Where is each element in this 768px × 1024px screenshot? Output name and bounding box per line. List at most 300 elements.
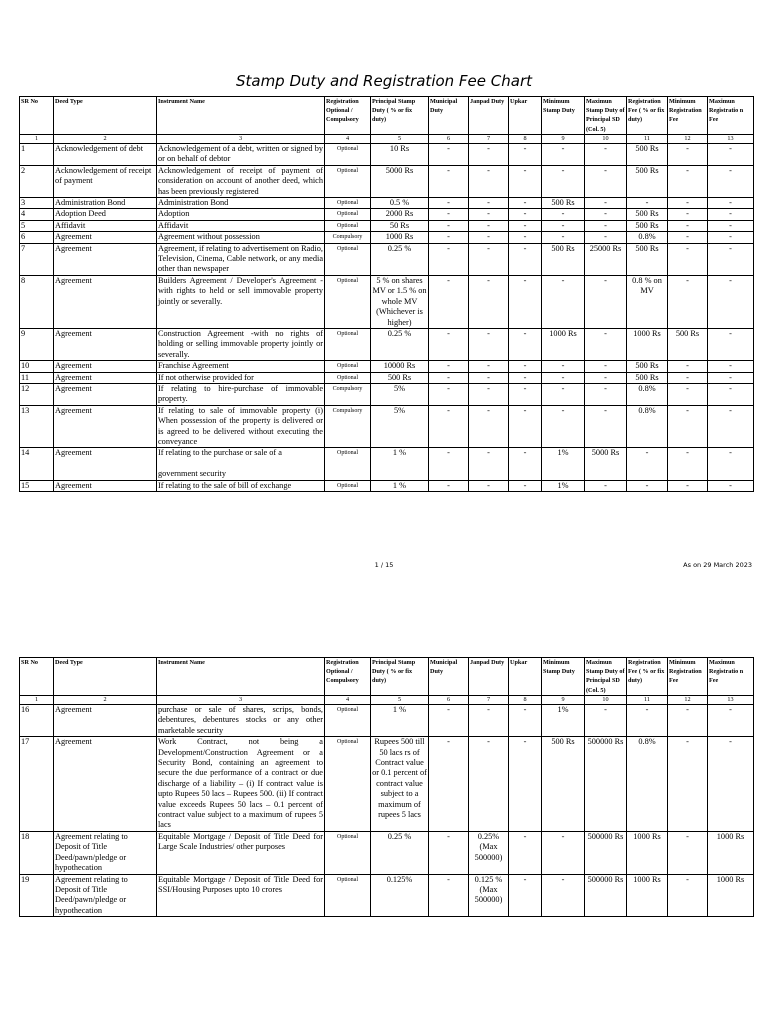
column-number: 6 — [429, 135, 469, 144]
header-minimum-registration-fee: Minimum Registration Fee — [668, 97, 708, 135]
maximum-registration-fee-cell: - — [708, 480, 754, 491]
minimum-registration-fee-cell: - — [668, 705, 708, 737]
instrument-name-cell: If not otherwise provided for — [157, 372, 325, 383]
janpad-duty-cell: - — [469, 220, 509, 231]
column-number-row — [20, 135, 754, 144]
table-row — [20, 874, 754, 917]
deed-type-cell: Agreement — [54, 480, 157, 491]
column-number: 9 — [542, 696, 585, 705]
janpad-duty-cell: - — [469, 328, 509, 360]
maximum-stamp-duty-cell: - — [585, 165, 627, 197]
minimum-registration-fee-cell: - — [668, 232, 708, 243]
fee-table-page-2 — [19, 657, 754, 917]
principal-stamp-duty-cell: 0.5 % — [371, 198, 429, 209]
column-number: 7 — [469, 135, 509, 144]
instrument-name-cell: If relating to sale of immovable property (i) When possession of the property is delivered or is agreed to be delivered without executing the conveyance — [158, 405, 323, 446]
column-number-row — [20, 696, 754, 705]
minimum-stamp-duty-cell: - — [542, 275, 585, 328]
table-row — [20, 209, 754, 220]
registration-type-cell: Optional — [325, 328, 371, 360]
table-row — [20, 361, 754, 372]
registration-fee-cell: 500 Rs — [627, 361, 668, 372]
column-number: 8 — [509, 135, 542, 144]
registration-type-cell: Optional — [325, 209, 371, 220]
header-minimum-stamp-duty: Minimum Stamp Duty — [542, 658, 585, 696]
instrument-name-cell: Equitable Mortgage / Deposit of Title Deed for SSI/Housing Purposes upto 10 crores — [157, 874, 325, 917]
deed-type-cell: Agreement — [54, 705, 157, 737]
upkar-cell: - — [509, 220, 542, 231]
instrument-name-cell: If relating to hire-purchase of immovable property. — [158, 383, 323, 404]
registration-type-cell: Optional — [325, 220, 371, 231]
page-title: Stamp Duty and Registration Fee Chart — [235, 72, 533, 90]
column-number: 10 — [585, 696, 627, 705]
minimum-registration-fee-cell: - — [668, 209, 708, 220]
table-row — [20, 328, 754, 360]
principal-stamp-duty-cell: Rupees 500 till 50 lacs rs of Contract value or 0.1 percent of contract value subject to a maximum of rupees 5 lacs — [371, 737, 429, 832]
municipal-duty-cell: - — [429, 705, 469, 737]
maximum-stamp-duty-cell: - — [585, 361, 627, 372]
municipal-duty-cell: - — [429, 198, 469, 209]
instrument-name-cell: Equitable Mortgage / Deposit of Title Deed for Large Scale Industries/ other purposes — [157, 831, 325, 874]
janpad-duty-cell: - — [469, 480, 509, 491]
janpad-duty-cell: - — [469, 448, 509, 480]
principal-stamp-duty-cell: 1000 Rs — [371, 232, 429, 243]
municipal-duty-cell: - — [429, 165, 469, 197]
column-number: 5 — [371, 696, 429, 705]
header-registration-type: Registration Optional / Compulsory — [325, 658, 371, 696]
sr-no-cell: 2 — [20, 165, 54, 197]
maximum-registration-fee-cell: - — [708, 275, 754, 328]
maximum-stamp-duty-cell: - — [585, 328, 627, 360]
registration-type-cell: Optional — [325, 198, 371, 209]
janpad-duty-cell: - — [469, 405, 509, 448]
maximum-registration-fee-cell: - — [708, 361, 754, 372]
janpad-duty-cell: - — [469, 144, 509, 166]
sr-no-cell: 12 — [20, 383, 54, 405]
registration-fee-cell: 0.8% — [627, 737, 668, 832]
principal-stamp-duty-cell: 0.25 % — [371, 328, 429, 360]
maximum-registration-fee-cell: - — [708, 198, 754, 209]
registration-type-cell: Optional — [325, 372, 371, 383]
header-instrument-name: Instrument Name — [157, 97, 325, 135]
deed-type-cell: Affidavit — [54, 220, 157, 231]
upkar-cell: - — [509, 232, 542, 243]
registration-type-cell: Optional — [325, 361, 371, 372]
minimum-stamp-duty-cell: 1% — [542, 448, 585, 480]
header-registration-type: Registration Optional / Compulsory — [325, 97, 371, 135]
registration-type-cell: Optional — [325, 144, 371, 166]
maximum-stamp-duty-cell: - — [585, 405, 627, 448]
upkar-cell: - — [509, 328, 542, 360]
sr-no-cell: 10 — [20, 361, 54, 372]
principal-stamp-duty-cell: 5 % on shares MV or 1.5 % on whole MV (Whichever is higher) — [372, 275, 427, 327]
maximum-registration-fee-cell: - — [708, 383, 754, 405]
header-maximum-stamp-duty: Maximun Stamp Duty of Principal SD (Col. 5) — [586, 98, 625, 133]
principal-stamp-duty-cell: 5% — [371, 405, 429, 448]
minimum-stamp-duty-cell: - — [542, 831, 585, 874]
registration-fee-cell: 500 Rs — [627, 144, 668, 166]
janpad-duty-cell: - — [469, 243, 509, 275]
instrument-name-cell: Builders Agreement / Developer's Agreement - with rights to held or sell immovable property jointly or severally. — [157, 275, 325, 328]
minimum-stamp-duty-cell: - — [542, 209, 585, 220]
column-number: 1 — [20, 135, 54, 144]
table-row — [20, 243, 754, 275]
janpad-duty-cell: - — [469, 209, 509, 220]
registration-fee-cell: 1000 Rs — [627, 328, 668, 360]
minimum-registration-fee-cell: - — [668, 831, 708, 874]
minimum-stamp-duty-cell: - — [542, 232, 585, 243]
maximum-registration-fee-cell: - — [708, 328, 754, 360]
minimum-registration-fee-cell: - — [668, 243, 708, 275]
minimum-stamp-duty-cell: - — [542, 144, 585, 166]
table-row — [20, 383, 754, 405]
registration-fee-cell: - — [627, 448, 668, 480]
registration-fee-cell: - — [627, 705, 668, 737]
header-registration-fee: Registration Fee ( % or fix duty) — [627, 97, 668, 135]
principal-stamp-duty-cell: 0.25 % — [371, 831, 429, 874]
upkar-cell: - — [509, 874, 542, 917]
municipal-duty-cell: - — [429, 874, 469, 917]
deed-type-cell: Acknowledgement of debt — [54, 144, 157, 166]
registration-fee-cell: 500 Rs — [627, 165, 668, 197]
maximum-registration-fee-cell: - — [708, 372, 754, 383]
municipal-duty-cell: - — [429, 405, 469, 448]
fee-table-page-1 — [19, 96, 754, 492]
maximum-registration-fee-cell: - — [708, 220, 754, 231]
table-row — [20, 232, 754, 243]
minimum-stamp-duty-cell: 1% — [542, 480, 585, 491]
minimum-registration-fee-cell: 500 Rs — [668, 328, 708, 360]
registration-fee-cell: 0.8% — [627, 232, 668, 243]
sr-no-cell: 16 — [20, 705, 54, 737]
upkar-cell: - — [509, 383, 542, 405]
registration-type-cell: Optional — [325, 448, 371, 480]
principal-stamp-duty-cell: 0.25 % — [371, 243, 429, 275]
header-row — [20, 97, 754, 135]
maximum-registration-fee-cell: - — [708, 705, 754, 737]
column-number: 11 — [627, 696, 668, 705]
upkar-cell: - — [509, 480, 542, 491]
municipal-duty-cell: - — [429, 448, 469, 480]
registration-fee-cell: 0.8 % on MV — [627, 275, 668, 328]
deed-type-cell: Agreement — [54, 232, 157, 243]
header-municipal-duty: Municipal Duty — [429, 658, 469, 696]
sr-no-cell: 3 — [20, 198, 54, 209]
municipal-duty-cell: - — [429, 243, 469, 275]
column-number: 12 — [668, 696, 708, 705]
minimum-registration-fee-cell: - — [668, 165, 708, 197]
upkar-cell: - — [509, 144, 542, 166]
as-of-date: As on 29 March 2023 — [683, 561, 752, 569]
minimum-registration-fee-cell: - — [668, 220, 708, 231]
column-number: 2 — [54, 135, 157, 144]
column-number: 3 — [157, 696, 325, 705]
upkar-cell: - — [509, 361, 542, 372]
municipal-duty-cell: - — [429, 480, 469, 491]
municipal-duty-cell: - — [429, 220, 469, 231]
municipal-duty-cell: - — [429, 144, 469, 166]
column-number: 6 — [429, 696, 469, 705]
instrument-name-cell: Acknowledgement of a debt, written or signed by or on behalf of debtor — [158, 144, 323, 164]
table-row — [20, 275, 754, 328]
table-row — [20, 448, 754, 480]
header-upkar: Upkar — [509, 658, 542, 696]
column-number: 11 — [627, 135, 668, 144]
deed-type-cell: Agreement — [54, 361, 157, 372]
municipal-duty-cell: - — [429, 372, 469, 383]
column-number: 5 — [371, 135, 429, 144]
principal-stamp-duty-cell: 1 % — [371, 480, 429, 491]
header-janpad-duty: Janpad Duty — [469, 658, 509, 696]
column-number: 1 — [20, 696, 54, 705]
sr-no-cell: 19 — [20, 874, 54, 917]
header-minimum-stamp-duty: Minimum Stamp Duty — [542, 97, 585, 135]
maximum-stamp-duty-cell: - — [585, 705, 627, 737]
instrument-name-cell: If relating to the sale of bill of exchange — [157, 480, 325, 491]
deed-type-cell: Agreement — [54, 383, 157, 405]
maximum-stamp-duty-cell: - — [585, 209, 627, 220]
janpad-duty-cell: - — [469, 372, 509, 383]
maximum-registration-fee-cell: - — [708, 165, 754, 197]
minimum-registration-fee-cell: - — [668, 874, 708, 917]
maximum-registration-fee-cell: - — [708, 405, 754, 448]
minimum-registration-fee-cell: - — [668, 275, 708, 328]
header-sr-no: SR No — [20, 97, 54, 135]
table-row — [20, 831, 754, 874]
header-janpad-duty: Janpad Duty — [469, 97, 509, 135]
registration-fee-cell: - — [627, 198, 668, 209]
header-maximum-registration-fee: Maximun Registratio n Fee — [708, 658, 754, 696]
header-maximum-registration-fee: Maximun Registratio n Fee — [708, 97, 754, 135]
header-instrument-name: Instrument Name — [157, 658, 325, 696]
upkar-cell: - — [509, 165, 542, 197]
upkar-cell: - — [509, 448, 542, 480]
janpad-duty-cell: - — [469, 232, 509, 243]
table-row — [20, 737, 754, 832]
deed-type-cell: Agreement — [54, 275, 157, 328]
header-principal-stamp-duty: Principal Stamp Duty ( % or fix duty) — [371, 97, 429, 135]
column-number: 3 — [157, 135, 325, 144]
minimum-stamp-duty-cell: 1% — [542, 705, 585, 737]
registration-fee-cell: 0.8% — [627, 405, 668, 448]
page-number: 1 / 15 — [374, 561, 394, 569]
minimum-stamp-duty-cell: - — [542, 220, 585, 231]
upkar-cell: - — [509, 405, 542, 448]
table-row — [20, 405, 754, 448]
maximum-registration-fee-cell: - — [708, 448, 754, 480]
instrument-name-cell: Acknowledgement of receipt of payment of consideration on account of another deed, which has been previously registered — [158, 165, 323, 196]
column-number: 4 — [325, 696, 371, 705]
deed-type-cell: Agreement relating to Deposit of Title Deed/pawn/pledge or hypothecation — [54, 874, 157, 917]
column-number: 7 — [469, 696, 509, 705]
instrument-name-cell: Work Contract, not being a Development/Construction Agreement or a Security Bond, containing an agreement to secure the due performance of a contract or due discharge of a liability – (i) If contract value is upto Rupees 50 lacs – Rupees 500. (ii) If contract value exceeds Rupees 50 lacs – 0.1 percent of contract value subject to a maximum of rupees 5 lacs — [158, 737, 323, 830]
upkar-cell: - — [509, 372, 542, 383]
municipal-duty-cell: - — [429, 831, 469, 874]
maximum-stamp-duty-cell: 5000 Rs — [585, 448, 627, 480]
header-minimum-registration-fee: Minimum Registration Fee — [668, 658, 708, 696]
maximum-stamp-duty-cell: 25000 Rs — [585, 243, 627, 275]
registration-fee-cell: 500 Rs — [627, 209, 668, 220]
upkar-cell: - — [509, 275, 542, 328]
upkar-cell: - — [509, 831, 542, 874]
instrument-name-cell: purchase or sale of shares, scrips, bonds, debentures, debentures stocks or any other marketable security — [158, 705, 323, 735]
header-registration-fee: Registration Fee ( % or fix duty) — [627, 658, 668, 696]
municipal-duty-cell: - — [429, 361, 469, 372]
registration-type-cell: Optional — [325, 480, 371, 491]
principal-stamp-duty-cell: 2000 Rs — [371, 209, 429, 220]
registration-type-cell: Compulsory — [325, 405, 371, 448]
municipal-duty-cell: - — [429, 328, 469, 360]
deed-type-cell: Agreement relating to Deposit of Title Deed/pawn/pledge or hypothecation — [54, 831, 157, 874]
header-sr-no: SR No — [20, 658, 54, 696]
header-row — [20, 658, 754, 696]
registration-type-cell: Compulsory — [325, 232, 371, 243]
minimum-stamp-duty-cell: 500 Rs — [542, 198, 585, 209]
upkar-cell: - — [509, 737, 542, 832]
deed-type-cell: Agreement — [54, 448, 157, 480]
municipal-duty-cell: - — [429, 275, 469, 328]
maximum-registration-fee-cell: - — [708, 144, 754, 166]
maximum-stamp-duty-cell: - — [585, 275, 627, 328]
maximum-stamp-duty-cell: - — [585, 220, 627, 231]
minimum-stamp-duty-cell: 500 Rs — [542, 737, 585, 832]
registration-fee-cell: 1000 Rs — [627, 831, 668, 874]
municipal-duty-cell: - — [429, 737, 469, 832]
minimum-stamp-duty-cell: - — [542, 361, 585, 372]
upkar-cell: - — [509, 243, 542, 275]
minimum-stamp-duty-cell: - — [542, 405, 585, 448]
principal-stamp-duty-cell: 5% — [371, 383, 429, 405]
instrument-name-cell: Agreement, if relating to advertisement on Radio, Television, Cinema, Cable network, or any media other than newspaper — [158, 243, 323, 274]
maximum-stamp-duty-cell: 500000 Rs — [585, 737, 627, 832]
registration-fee-cell: 500 Rs — [627, 243, 668, 275]
minimum-registration-fee-cell: - — [668, 480, 708, 491]
sr-no-cell: 4 — [20, 209, 54, 220]
minimum-stamp-duty-cell: - — [542, 874, 585, 917]
registration-type-cell: Optional — [325, 275, 371, 328]
sr-no-cell: 1 — [20, 144, 54, 166]
minimum-registration-fee-cell: - — [668, 405, 708, 448]
janpad-duty-cell: - — [469, 361, 509, 372]
deed-type-cell: Agreement — [54, 372, 157, 383]
deed-type-cell: Agreement — [54, 243, 157, 275]
instrument-name-cell: Agreement without possession — [157, 232, 325, 243]
sr-no-cell: 11 — [20, 372, 54, 383]
sr-no-cell: 18 — [20, 831, 54, 874]
principal-stamp-duty-cell: 0.125% — [371, 874, 429, 917]
principal-stamp-duty-cell: 5000 Rs — [371, 165, 429, 197]
registration-fee-cell: 500 Rs — [627, 220, 668, 231]
instrument-name-cell: Construction Agreement -with no rights of holding or selling immovable property jointly or severally. — [158, 328, 323, 359]
maximum-registration-fee-cell: - — [708, 209, 754, 220]
column-number: 9 — [542, 135, 585, 144]
sr-no-cell: 13 — [20, 405, 54, 448]
principal-stamp-duty-cell: 500 Rs — [371, 372, 429, 383]
instrument-name-cell: Adoption — [157, 209, 325, 220]
table-row — [20, 220, 754, 231]
table-row — [20, 198, 754, 209]
janpad-duty-cell: - — [469, 165, 509, 197]
minimum-registration-fee-cell: - — [668, 144, 708, 166]
upkar-cell: - — [509, 198, 542, 209]
column-number: 4 — [325, 135, 371, 144]
maximum-registration-fee-cell: - — [708, 232, 754, 243]
minimum-stamp-duty-cell: - — [542, 372, 585, 383]
sr-no-cell: 9 — [20, 328, 54, 360]
registration-fee-cell: - — [627, 480, 668, 491]
header-deed-type: Deed Type — [54, 658, 157, 696]
registration-fee-cell: 500 Rs — [627, 372, 668, 383]
minimum-stamp-duty-cell: 1000 Rs — [542, 328, 585, 360]
deed-type-cell: Acknowledgement of receipt of payment — [54, 165, 157, 197]
maximum-registration-fee-cell: - — [708, 737, 754, 832]
maximum-registration-fee-cell: 1000 Rs — [708, 831, 754, 874]
janpad-duty-cell: - — [469, 383, 509, 405]
registration-fee-cell: 0.8% — [627, 383, 668, 405]
maximum-stamp-duty-cell: - — [585, 480, 627, 491]
municipal-duty-cell: - — [429, 383, 469, 405]
column-number: 8 — [509, 696, 542, 705]
maximum-stamp-duty-cell: 500000 Rs — [585, 831, 627, 874]
principal-stamp-duty-cell: 50 Rs — [371, 220, 429, 231]
deed-type-cell: Agreement — [54, 405, 157, 448]
deed-type-cell: Agreement — [54, 737, 157, 832]
maximum-stamp-duty-cell: - — [585, 232, 627, 243]
instrument-name-cell: Franchise Agreement — [157, 361, 325, 372]
instrument-name-cell: Administration Bond — [157, 198, 325, 209]
maximum-registration-fee-cell: - — [708, 243, 754, 275]
table-row — [20, 705, 754, 737]
column-number: 12 — [668, 135, 708, 144]
maximum-stamp-duty-cell: - — [585, 372, 627, 383]
minimum-registration-fee-cell: - — [668, 737, 708, 832]
janpad-duty-cell: 0.25% (Max 500000) — [469, 831, 509, 874]
minimum-registration-fee-cell: - — [668, 448, 708, 480]
column-number: 13 — [708, 696, 754, 705]
maximum-stamp-duty-cell: 500000 Rs — [585, 874, 627, 917]
header-upkar: Upkar — [509, 97, 542, 135]
registration-type-cell: Optional — [325, 831, 371, 874]
janpad-duty-cell: - — [469, 705, 509, 737]
table-row — [20, 372, 754, 383]
sr-no-cell: 7 — [20, 243, 54, 275]
deed-type-cell: Agreement — [54, 328, 157, 360]
janpad-duty-cell: - — [469, 737, 509, 832]
sr-no-cell: 5 — [20, 220, 54, 231]
minimum-stamp-duty-cell: - — [542, 165, 585, 197]
principal-stamp-duty-cell: 1 % — [371, 705, 429, 737]
table-row — [20, 144, 754, 166]
registration-type-cell: Optional — [325, 165, 371, 197]
minimum-stamp-duty-cell: - — [542, 383, 585, 405]
janpad-duty-cell: 0.125 % (Max 500000) — [469, 874, 509, 917]
sr-no-cell: 17 — [20, 737, 54, 832]
registration-type-cell: Optional — [325, 705, 371, 737]
sr-no-cell: 15 — [20, 480, 54, 491]
header-principal-stamp-duty: Principal Stamp Duty ( % or fix duty) — [371, 658, 429, 696]
principal-stamp-duty-cell: 10000 Rs — [371, 361, 429, 372]
maximum-stamp-duty-cell: - — [585, 144, 627, 166]
municipal-duty-cell: - — [429, 232, 469, 243]
instrument-name-cell: Affidavit — [157, 220, 325, 231]
header-municipal-duty: Municipal Duty — [429, 97, 469, 135]
table-row — [20, 165, 754, 197]
minimum-registration-fee-cell: - — [668, 361, 708, 372]
janpad-duty-cell: - — [469, 275, 509, 328]
registration-fee-cell: 1000 Rs — [627, 874, 668, 917]
column-number: 13 — [708, 135, 754, 144]
registration-type-cell: Optional — [325, 243, 371, 275]
